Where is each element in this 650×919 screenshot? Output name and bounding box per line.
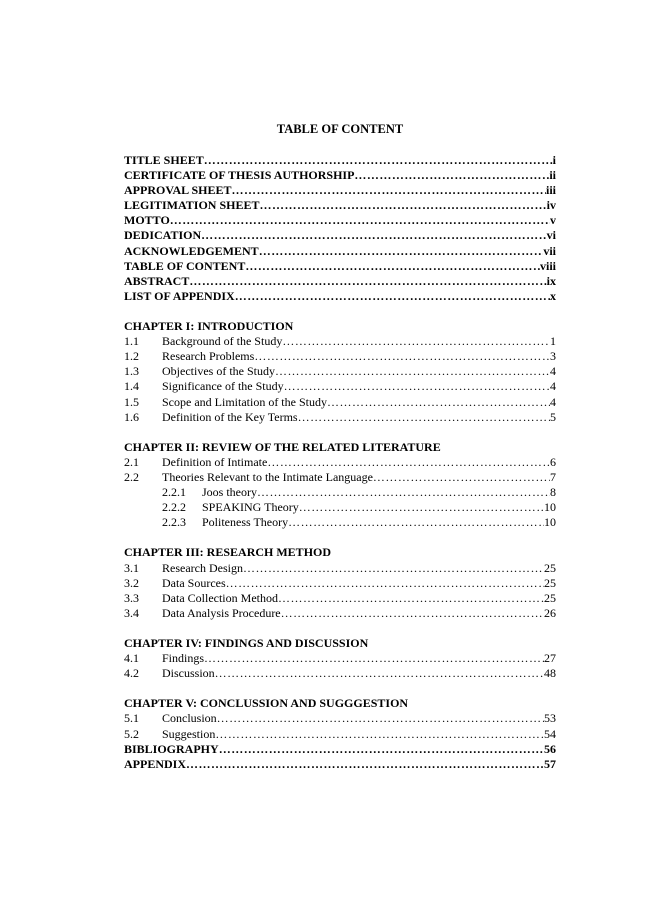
section-number: 1.3 [124,364,139,379]
section-number: 3.2 [124,575,139,590]
toc-entry-page: v [550,213,556,228]
section-number: 1.4 [124,379,139,394]
toc-section-entry[interactable] [124,711,556,726]
subsection-label: SPEAKING Theory [202,500,299,515]
dot-leader [354,168,549,183]
dot-leader [282,334,550,349]
subsection-page: 10 [544,500,556,515]
section-number: 5.2 [124,726,139,741]
section-label: Data Analysis Procedure [162,605,281,620]
toc-section-entry[interactable] [124,379,556,394]
section-label: Scope and Limitation of the Study [162,394,327,409]
section-gap [124,681,556,696]
dot-leader [254,349,550,364]
section-page: 6 [550,454,556,469]
toc-section-entry[interactable] [124,349,556,364]
section-number: 2.1 [124,454,139,469]
section-page: 53 [544,711,556,726]
dot-leader [231,183,546,198]
subsection-page: 10 [544,515,556,530]
dot-leader [257,485,550,500]
page-title: TABLE OF CONTENT [276,122,404,136]
toc-section-entry[interactable] [124,666,556,681]
dot-leader [226,576,544,591]
toc-entry-label: ABSTRACT [124,273,190,288]
section-page: 27 [544,651,556,666]
toc-section-entry[interactable] [124,651,556,666]
toc-entry-label: CERTIFICATE OF THESIS AUTHORSHIP [124,168,355,183]
toc-section-entry[interactable] [124,727,556,742]
dot-leader [170,213,550,228]
toc-entry-title-sheet[interactable] [124,153,556,168]
dot-leader [186,757,544,772]
section-number: 3.4 [124,605,139,620]
toc-entry-bibliography[interactable] [124,742,556,757]
toc-entry-certificate[interactable] [124,168,556,183]
toc-subsection-entry[interactable] [124,485,556,500]
dot-leader [275,364,550,379]
subsection-number: 2.2.2 [162,500,186,515]
section-number: 4.2 [124,666,139,681]
section-gap [124,425,556,440]
section-page: 26 [544,605,556,620]
chapter-heading[interactable]: CHAPTER V: CONCLUSSION AND SUGGGESTION [124,696,409,711]
section-page: 25 [544,575,556,590]
toc-entry-dedication[interactable] [124,228,556,243]
dot-leader [245,259,540,274]
toc-section-entry[interactable] [124,576,556,591]
section-number: 1.5 [124,394,139,409]
dot-leader [204,651,544,666]
toc-entry-motto[interactable] [124,213,556,228]
toc-entry-page: 56 [544,741,556,756]
subsection-number: 2.2.3 [162,515,186,530]
toc-section-entry[interactable] [124,334,556,349]
toc-entry-label: APPENDIX [124,756,186,771]
dot-leader [189,274,546,289]
toc-section-entry[interactable] [124,410,556,425]
toc-section-entry[interactable] [124,395,556,410]
dot-leader [288,515,544,530]
dot-leader [204,153,553,168]
section-label: Conclusion [162,711,217,726]
toc-entry-page: i [552,153,556,167]
section-number: 1.6 [124,409,139,424]
toc-entry-label: MOTTO [124,213,170,228]
section-page: 7 [550,469,556,484]
section-label: Objectives of the Study [162,364,275,379]
dot-leader [259,198,546,213]
section-label: Research Problems [162,349,255,364]
section-gap [124,621,556,636]
toc-entry-legitimation-sheet[interactable] [124,198,556,213]
dot-leader [235,289,550,304]
toc-entry-page: ii [549,168,556,183]
dot-leader [201,228,547,243]
dot-leader [219,742,544,757]
dot-leader [373,470,550,485]
toc-entry-appendix[interactable] [124,757,556,772]
section-number: 2.2 [124,469,139,484]
toc-section-entry[interactable] [124,591,556,606]
toc-section-entry[interactable] [124,606,556,621]
toc-entry-approval-sheet[interactable] [124,183,556,198]
table-of-contents [124,153,556,772]
section-gap [124,304,556,319]
chapter-heading[interactable]: CHAPTER IV: FINDINGS AND DISCUSSION [124,636,369,650]
section-number: 1.1 [124,334,139,349]
toc-entry-list-of-appendix[interactable] [124,289,556,304]
toc-entry-page: iii [545,183,556,198]
toc-entry-label: LIST OF APPENDIX [124,288,235,303]
section-page: 4 [550,394,556,409]
subsection-label: Joos theory [202,485,257,500]
toc-entry-page: 57 [544,756,556,771]
toc-entry-label: ACKNOWLEDGEMENT [124,243,259,258]
toc-entry-page: viii [539,258,556,273]
toc-entry-label: TITLE SHEET [124,153,204,167]
dot-leader [243,561,544,576]
section-number: 4.1 [124,651,139,666]
dot-leader [327,395,550,410]
toc-entry-label: LEGITIMATION SHEET [124,198,260,213]
subsection-label: Politeness Theory [202,515,289,530]
toc-entry-page: iv [546,198,556,213]
section-label: Suggestion [162,726,216,741]
section-page: 4 [550,379,556,394]
toc-section-entry[interactable] [124,364,556,379]
dot-leader [217,711,544,726]
dot-leader [299,500,544,515]
toc-entry-acknowledgement[interactable] [124,244,556,259]
section-page: 48 [544,666,556,681]
dot-leader [281,606,544,621]
toc-section-entry[interactable] [124,561,556,576]
subsection-page: 8 [550,485,556,500]
toc-entry-label: BIBLIOGRAPHY [124,741,219,756]
toc-section-entry[interactable] [124,455,556,470]
chapter-heading[interactable]: CHAPTER II: REVIEW OF THE RELATED LITERATURE [124,439,441,454]
section-page: 5 [550,409,556,424]
section-number: 5.1 [124,711,139,726]
toc-entry-page: x [550,288,556,303]
section-page: 54 [544,726,556,741]
section-label: Definition of the Key Terms [162,409,298,424]
toc-section-entry[interactable] [124,470,556,485]
toc-entry-table-of-content[interactable] [124,259,556,274]
section-label: Research Design [162,560,243,575]
toc-entry-label: DEDICATION [124,228,202,243]
dot-leader [215,727,544,742]
section-page: 25 [544,560,556,575]
toc-entry-abstract[interactable] [124,274,556,289]
section-page: 25 [544,590,556,605]
dot-leader [298,410,550,425]
section-number: 3.1 [124,560,139,575]
toc-entry-label: APPROVAL SHEET [124,183,232,198]
toc-entry-page: ix [546,273,556,288]
section-page: 3 [550,349,556,364]
section-label: Theories Relevant to the Intimate Language [162,469,373,484]
dot-leader [215,666,544,681]
chapter-heading[interactable]: CHAPTER III: RESEARCH METHOD [124,545,332,560]
toc-entry-page: vi [546,228,556,243]
toc-subsection-entry[interactable] [124,500,556,515]
subsection-number: 2.2.1 [162,485,186,500]
toc-entry-label: TABLE OF CONTENT [124,258,246,273]
section-label: Background of the Study [162,334,283,349]
section-number: 3.3 [124,590,139,605]
section-label: Data Sources [162,575,226,590]
section-label: Definition of Intimate [162,454,268,469]
section-label: Significance of the Study [162,379,284,394]
dot-leader [278,591,544,606]
dot-leader [267,455,550,470]
dot-leader [284,379,550,394]
dot-leader [259,244,544,259]
section-page: 1 [550,334,556,349]
section-page: 4 [550,364,556,379]
section-gap [124,530,556,545]
section-label: Discussion [162,666,215,681]
chapter-heading[interactable]: CHAPTER I: INTRODUCTION [124,319,294,334]
toc-entry-page: vii [543,243,556,258]
section-label: Data Collection Method [162,590,278,605]
toc-subsection-entry[interactable] [124,515,556,530]
section-number: 1.2 [124,349,139,364]
section-label: Findings [162,651,205,666]
